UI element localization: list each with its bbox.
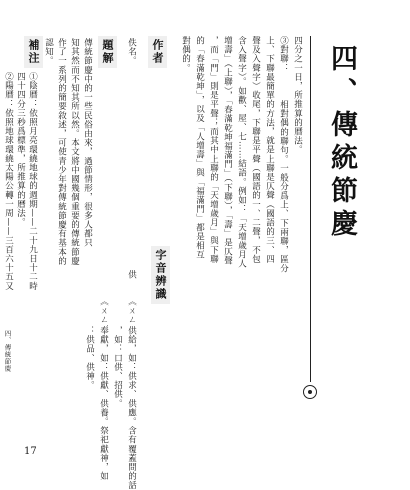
footer-title: 四、傳統節慶 [3,330,12,372]
pron-reading: 《ㄨㄥˋ [98,297,109,330]
body-column: 聲及入聲字）收尾，下聯是平聲（國語的一、二聲，不包 [250,36,261,264]
page-number: 17 [24,446,37,457]
body-column: 含入聲字）。如歡、屋、七……結語。例如：「天增歲月人 [236,36,247,269]
chapter-title: 四、傳統節慶 [326,44,357,242]
explanation-column: 知其然而不知其所以然。本文將中國幾個重要的傳統節慶 [69,38,80,266]
body-column: ，而「門」則是平聲；而其中上聯的「天增歲月」與下聯 [208,36,219,264]
title-rule-line [310,36,311,382]
author-text: 佚名。 [126,38,137,66]
pron-line: ：供品、供神。 [84,326,95,390]
body-column: 相對偶的聯句。一般分爲上、下兩聯，區分 [278,100,289,273]
pronunciation-heading: 字音辨識 [151,246,170,304]
supplement-column: ②陽曆：依照地球環繞太陽公轉一周——三百六十五又 [3,72,14,291]
body-column: 的「春滿乾坤」，以及「人增壽」與「福滿門」都是相互 [194,36,205,260]
body-column: 增壽」（上聯），「春滿乾坤福滿門」（下聯），「壽」是仄聲 [222,36,233,266]
pron-char: 供 [126,270,137,280]
explanation-heading: 題解 [98,36,117,68]
explanation-column: 認知。 [43,38,54,66]
pron-line: 供給，如：供求、供應。含有覆蓋問的話 [126,326,137,490]
explanation-column: 傳統節慶中的一些民俗由來，過節情形，很多人都只 [82,38,93,248]
bullet-circle-icon [303,385,317,399]
author-heading: 作者 [148,36,167,68]
body-column: 對偶的。 [180,36,191,73]
body-column: 四分之一日，所推算的曆法。 [292,36,303,155]
supplement-heading: 補注 [24,36,43,68]
body-column: 上、下聯最簡單的方法，就是上聯是仄聲（國語的三、四 [264,36,275,264]
pron-reading: 《ㄨㄥ [126,297,137,325]
explanation-column: 作了一系列的簡要敘述，可使青少年對傳統節慶有基本的 [56,38,67,266]
note-marker: ③對聯： [278,36,289,73]
supplement-column: 四十四分三秒爲標準，所推算的曆法。 [15,72,26,227]
pron-line: 奉獻，如：供獻、供養。祭祀獻神，如 [98,326,109,481]
supplement-column: ①陰曆：依照月亮環繞地球的週期——二十九日十二時 [27,72,38,291]
pron-line: ，如：口供、招供。 [112,326,123,408]
